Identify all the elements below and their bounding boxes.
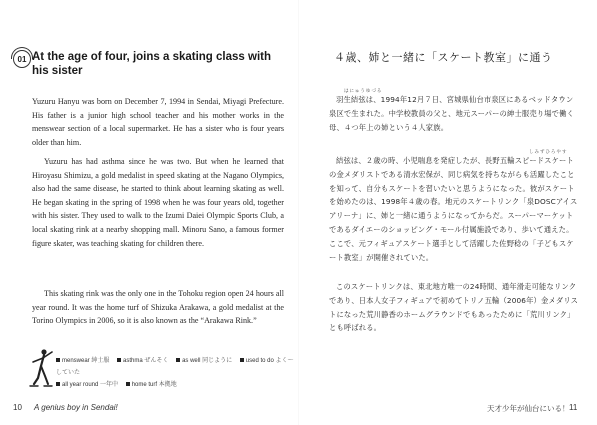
chapter-title-jp: ４歳、姉と一緒に「スケート教室」に通う xyxy=(334,51,553,64)
running-title-right: 天才少年が仙台にいる！ xyxy=(487,404,570,413)
bullet-square-icon xyxy=(176,358,180,362)
bullet-square-icon xyxy=(117,358,121,362)
chapter-title-en: At the age of four, joins a skating class with his sister xyxy=(32,51,271,77)
running-title-left: A genius boy in Sendai! xyxy=(34,403,118,412)
ruby-reading: しみずひろやす xyxy=(529,150,568,155)
bullet-square-icon xyxy=(126,382,130,386)
track-number-badge: 01 xyxy=(13,50,31,68)
glossary-gloss: よく～していた xyxy=(56,358,294,376)
glossary-gloss: 同じように xyxy=(202,358,233,364)
glossary-term: used to do xyxy=(245,358,274,364)
glossary-gloss: 本拠地 xyxy=(158,382,177,388)
left-page xyxy=(0,0,298,425)
glossary-term: menswear xyxy=(62,358,90,364)
glossary-term: asthma xyxy=(123,358,143,364)
paragraph-jp-1: 羽生結弦は、1994年12月７日、宮城県仙台市泉区にあるベッドタウン泉区で生まれた。中学校教員の父と、地元スーパーの紳士服売り場で働く母、４つ年上の姉という４人家族。 xyxy=(329,95,575,132)
glossary-term: all year round xyxy=(62,382,99,388)
paragraph-en-2: Yuzuru has had asthma since he was two. But when he learned that Hiroyasu Shimizu, a gold medalist in speed skating at the Nagano Olympics, also had the same disease, he started to think about learning skating as well. He began skating in the spring of 1998 when he was four years old, together with his sister. They used to walk to the Izumi Daiei Olympic Sports Club, a local skating rink at a nearby shopping mall. Minoru Sano, a famous former figure skater, was teaching skating for children there. xyxy=(32,157,284,248)
ruby-reading: はにゅうゆづる xyxy=(344,89,383,94)
glossary-gloss: 一年中 xyxy=(100,382,119,388)
bullet-square-icon xyxy=(56,382,60,386)
glossary-term: home turf xyxy=(131,382,158,388)
figure-skater-icon xyxy=(28,348,54,388)
right-page xyxy=(299,0,597,425)
page-number-left: 10 xyxy=(13,403,22,412)
paragraph-en-1: Yuzuru Hanyu was born on December 7, 1994 in Sendai, Miyagi Prefecture. His father is a junior high school teacher and his mother works in the menswear section of a local supermarket. He has a sister who is four years older than him. xyxy=(32,97,284,147)
page-number-right: 11 xyxy=(569,403,578,412)
paragraph-jp-2: 結弦は、２歳の時、小児喘息を発症したが、長野五輪スピードスケートの金メダリストである清水宏保が、同じ病気を持ちながらも活躍したことを知って、自分もスケートを習いたいと思うようになった。彼がスケートを始めたのは、1998年４歳の春。地元のスケートリンク「泉DOSCアイスアリーナ」に、姉と一緒に通うようになってからだ。スーパーマーケットであるダイエーのショッピング・モール付属施設であり、歩いて通えた。ここで、元フィギュアスケート選手として活躍した佐野稔の「子どもスケート教室」が開催されていた。 xyxy=(329,156,578,262)
bullet-square-icon xyxy=(240,358,244,362)
glossary-gloss: ぜんそく xyxy=(144,358,169,364)
paragraph-en-3: This skating rink was the only one in the Tohoku region open 24 hours all year round. It was the home turf of Shizuka Arakawa, a gold medalist at the Torino Olympics in 2006, so it is also known as the “Arakawa Rink.” xyxy=(32,289,284,326)
glossary-gloss: 紳士服 xyxy=(91,358,110,364)
glossary-term: as well xyxy=(182,358,201,364)
bullet-square-icon xyxy=(56,358,60,362)
glossary xyxy=(56,355,296,391)
paragraph-jp-3: このスケートリンクは、東北地方唯一の24時間、通年滑走可能なリンクであり、日本人女子フィギュアで初めてトリノ五輪（2006年）金メダリストになった荒川静香のホームグラウンドでもあったために「荒川リンク」とも呼ばれる。 xyxy=(329,282,579,333)
